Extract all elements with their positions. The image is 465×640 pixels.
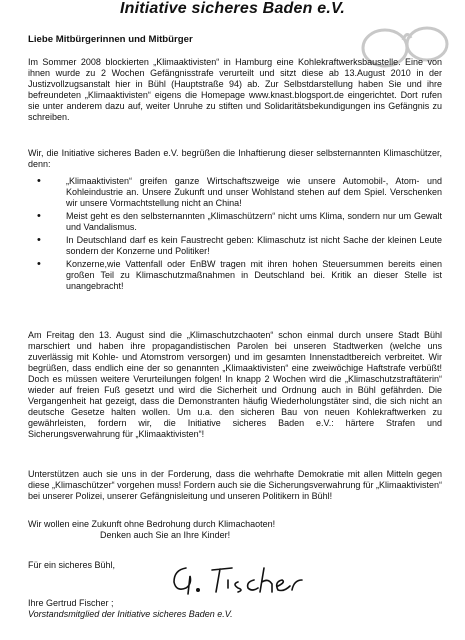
bullet-icon: • <box>37 210 41 222</box>
reasons-list <box>28 176 442 294</box>
bullet-icon: • <box>37 234 41 246</box>
list-item-text: Konzerne,wie Vattenfall oder EnBW tragen mit ihren hohen Steuersummen bereits einen großen Teil zu Klimaschutzmaßnahmen in Deutschland bei. Kritik an dieser Stelle ist unangebracht! <box>66 259 442 291</box>
paragraph-support: Wir, die Initiative sicheres Baden e.V. begrüßen die Inhaftierung dieser selbsternannten Klimaschützer, denn: <box>28 148 442 169</box>
paragraph-demand: Unterstützen auch sie uns in der Forderung, dass die wehrhafte Demokratie mit allen Mitteln gegen diese „Klimaschützer“ vorgehen muss! Fordern auch sie die Sicherungsverwahrung für „Klimaaktivisten“ bei unserer Polizei, unserer Gefängnisleitung und unseren Politikern in Bühl! <box>28 469 442 501</box>
list-item <box>28 176 442 209</box>
handwritten-signature <box>168 560 318 600</box>
list-item <box>28 235 442 257</box>
paragraph-march: Am Freitag den 13. August sind die „Klimaschutzchaoten“ schon einmal durch unsere Stadt Bühl marschiert und haben ihre propagandistischen Parolen bei unseren Stadtwerken (welche uns zuverlässig mit Kohle- und Atomstrom versorgen) und im gesamten Innenstadtbereich verbreitet. Wir begrüßen, dass endlich eine der so genannten „Klimaaktivisten“ eine zweiwöchige Haftstrafe verbüßt! Doch es müssen weitere Verurteilungen folgen! In knapp 2 Wochen wird die „Klimaschutzstraftäterin“ wieder auf freien Fuß gesetzt und wird die Sicherheit und Ordnung auch in Bühl gefährden. Die Vergangenheit hat gezeigt, dass die Demonstranten häufig Wiederholungstäter sind, die sich nicht an deutsche Gesetze halten wollen. Um u.a. den sicheren Bau von neuen Kohlekraftwerken zu gewährleisten, fordern wir, die Initiative sicheres Baden e.V.: härtere Strafen und Sicherungsverwahrung für „Klimaaktivisten“! <box>28 330 442 439</box>
list-item <box>28 259 442 292</box>
closing-line-1: Wir wollen eine Zukunft ohne Bedrohung durch Klimachaoten! <box>28 519 276 529</box>
list-item-text: „Klimaaktivisten“ greifen ganze Wirtschaftszweige wie unsere Automobil-, Atom- und Kohleindustrie an. Unsere Zukunft und unser Wohlstand stehen auf dem Spiel. Verschenken wir unsere Vormachtstellung nicht an China! <box>66 176 442 208</box>
list-item-text: In Deutschland darf es kein Faustrecht geben: Klimaschutz ist nicht Sache der kleinen Leute sondern der Konzerne und Politiker! <box>66 235 442 256</box>
sign-name: Ihre Gertrud Fischer ; <box>28 598 114 608</box>
greeting: Liebe Mitbürgerinnen und Mitbürger <box>28 34 193 45</box>
bullet-icon: • <box>37 175 41 187</box>
sign-intro: Für ein sicheres Bühl, <box>28 560 116 570</box>
closing-line-2: Denken auch Sie an Ihre Kinder! <box>100 530 231 540</box>
document-title: Initiative sicheres Baden e.V. <box>119 0 346 17</box>
sign-role: Vorstandsmitglied der Initiative sicheres Baden e.V. <box>28 609 233 619</box>
bullet-icon: • <box>37 258 41 270</box>
paragraph-intro: Im Sommer 2008 blockierten „Klimaaktivisten“ in Hamburg eine Kohlekraftwerksbaustelle. Eine von ihnen wurde zu 2 Wochen Gefängnisstrafe verurteilt und sitzt diese ab 13.August 2010 in der Justizvollzugsanstalt hier in Bühl (Hauptstraße 94) ab. Zur Selbstdarstellung haben Sie und ihre befreundeten „Klimaaktivisten“ eigens die Homepage www.knast.blogsport.de eingerichtet. Dort rufen sie unter anderem dazu auf, weiter Unruhe zu stiften und Solidaritätsbekundigungen ins Gefängnis zu schreiben. <box>28 57 442 122</box>
list-item <box>28 211 442 233</box>
list-item-text: Meist geht es den selbsternannten „Klimaschützern“ nicht ums Klima, sondern nur um Gewalt und Vandalismus. <box>66 211 442 232</box>
